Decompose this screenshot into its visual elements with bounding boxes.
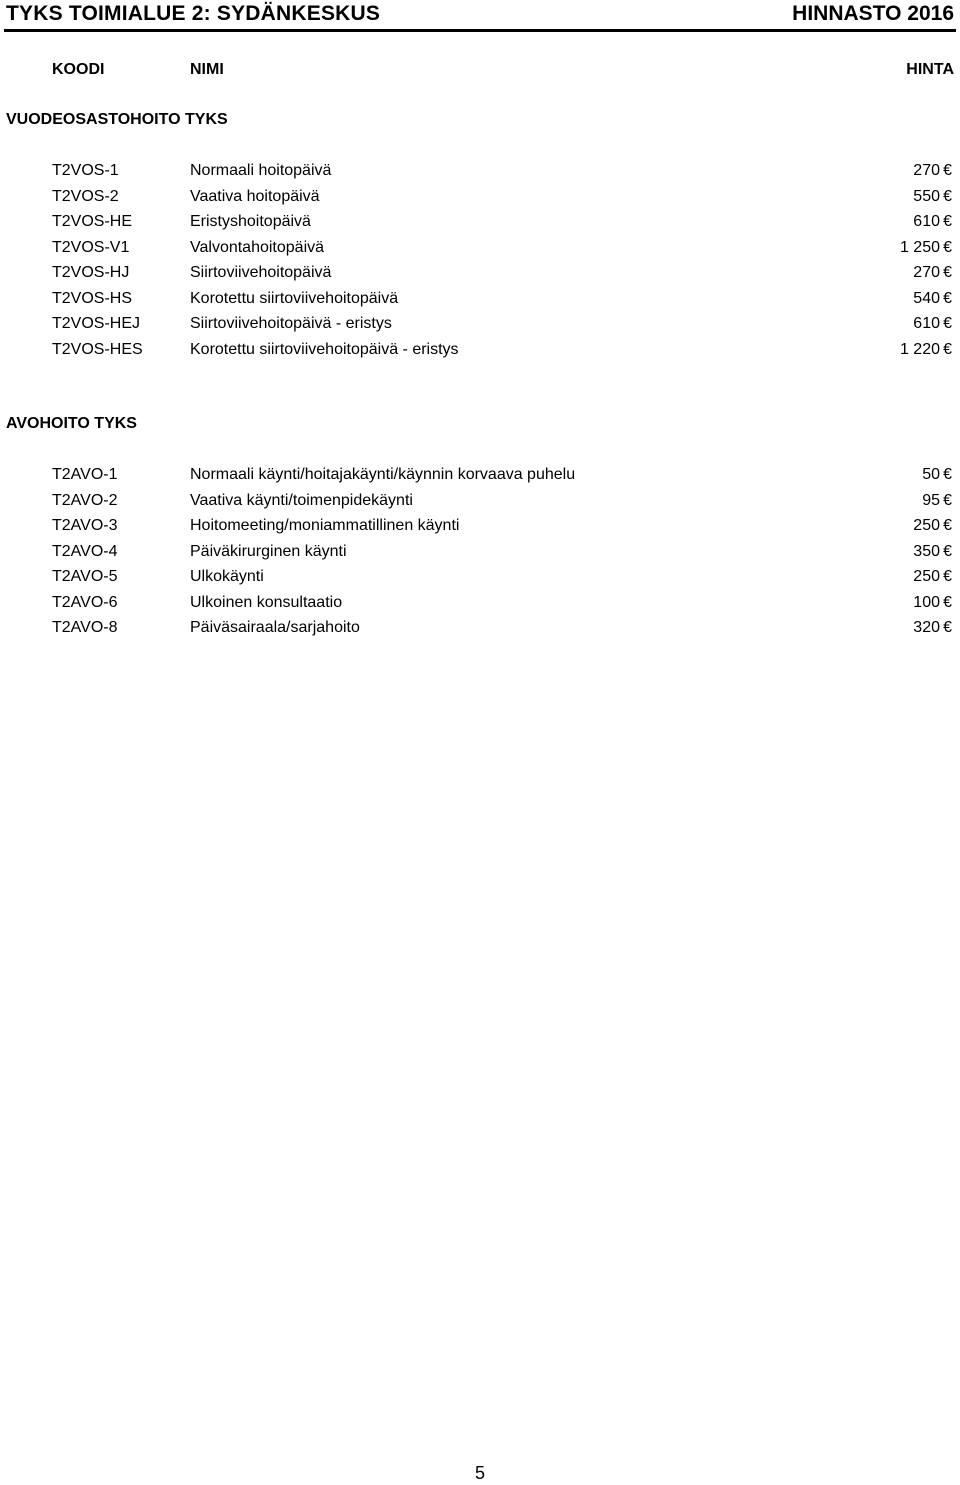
table-row <box>0 338 960 364</box>
price-table-vuodeosastohoito <box>0 159 960 363</box>
currency-symbol: € <box>943 315 952 332</box>
item-code: T2VOS-HES <box>52 340 143 358</box>
table-row <box>0 159 960 185</box>
item-code: T2VOS-2 <box>52 187 119 205</box>
currency-symbol: € <box>943 593 952 611</box>
item-code: T2VOS-HEJ <box>52 315 141 332</box>
currency-symbol: € <box>943 238 952 256</box>
item-code: T2AVO-2 <box>52 491 118 509</box>
currency-symbol: € <box>943 264 952 281</box>
item-code: T2VOS-HE <box>52 213 133 230</box>
item-name: Ulkoinen konsultaatio <box>190 593 343 611</box>
item-code: T2AVO-3 <box>52 517 118 534</box>
item-price: 550 <box>913 187 940 205</box>
item-price: 320 <box>913 619 940 636</box>
page-number: 5 <box>474 1463 485 1483</box>
price-table-avohoito <box>0 463 960 642</box>
currency-symbol: € <box>943 213 952 230</box>
item-price: 250 <box>913 568 940 585</box>
item-code: T2VOS-HS <box>52 289 133 307</box>
section-title-vuodeosastohoito: VUODEOSASTOHOITO TYKS <box>6 111 228 128</box>
item-name: Vaativa käynti/toimenpidekäynti <box>190 491 413 509</box>
column-header-name: NIMI <box>190 61 224 78</box>
item-code: T2AVO-5 <box>52 568 118 585</box>
item-price: 1 220 <box>899 340 940 358</box>
document-title: TYKS TOIMIALUE 2: SYDÄNKESKUS <box>6 2 381 25</box>
currency-symbol: € <box>943 619 952 636</box>
item-code: T2VOS-V1 <box>52 238 130 256</box>
currency-symbol: € <box>943 568 952 585</box>
item-price: 1 250 <box>899 238 940 256</box>
item-price: 250 <box>913 517 940 534</box>
item-price: 50 <box>922 466 940 483</box>
item-name: Korotettu siirtoviivehoitopäivä - eristys <box>190 340 459 358</box>
item-price: 610 <box>913 213 940 230</box>
item-name: Eristyshoitopäivä <box>190 213 311 230</box>
page-header <box>0 0 960 34</box>
item-price: 95 <box>922 491 940 509</box>
table-row <box>0 236 960 262</box>
item-name: Päiväkirurginen käynti <box>190 542 347 560</box>
item-name: Normaali hoitopäivä <box>190 162 332 179</box>
table-row <box>0 185 960 211</box>
column-header-code: KOODI <box>52 61 105 78</box>
section-title-avohoito: AVOHOITO TYKS <box>6 415 137 432</box>
item-price: 100 <box>913 593 940 611</box>
currency-symbol: € <box>943 517 952 534</box>
item-code: T2AVO-6 <box>52 593 118 611</box>
currency-symbol: € <box>943 289 952 307</box>
currency-symbol: € <box>943 340 952 358</box>
currency-symbol: € <box>943 162 952 179</box>
column-header-price: HINTA <box>906 61 954 78</box>
item-name: Vaativa hoitopäivä <box>190 187 320 205</box>
item-code: T2AVO-8 <box>52 619 118 636</box>
currency-symbol: € <box>943 466 952 483</box>
table-row <box>0 591 960 617</box>
table-row <box>0 463 960 489</box>
currency-symbol: € <box>943 542 952 560</box>
header-divider <box>4 29 956 32</box>
table-row <box>0 287 960 313</box>
table-row <box>0 210 960 236</box>
table-row <box>0 616 960 642</box>
item-price: 270 <box>913 264 940 281</box>
item-name: Ulkokäynti <box>190 568 264 585</box>
item-name: Siirtoviivehoitopäivä <box>190 264 332 281</box>
item-code: T2AVO-1 <box>52 466 118 483</box>
currency-symbol: € <box>943 187 952 205</box>
table-row <box>0 261 960 287</box>
currency-symbol: € <box>943 491 952 509</box>
item-name: Siirtoviivehoitopäivä - eristys <box>190 315 392 332</box>
table-row <box>0 565 960 591</box>
item-name: Normaali käynti/hoitajakäynti/käynnin korvaava puhelu <box>190 466 576 483</box>
table-row <box>0 489 960 515</box>
item-price: 350 <box>913 542 940 560</box>
item-name: Päiväsairaala/sarjahoito <box>190 619 360 636</box>
price-list-title: HINNASTO 2016 <box>792 2 954 25</box>
item-price: 540 <box>913 289 940 307</box>
item-name: Hoitomeeting/moniammatillinen käynti <box>190 517 460 534</box>
table-row <box>0 312 960 338</box>
table-row <box>0 514 960 540</box>
item-code: T2VOS-1 <box>52 162 119 179</box>
item-name: Korotettu siirtoviivehoitopäivä <box>190 289 399 307</box>
item-price: 610 <box>913 315 940 332</box>
item-price: 270 <box>913 162 940 179</box>
item-code: T2VOS-HJ <box>52 264 130 281</box>
item-name: Valvontahoitopäivä <box>190 238 325 256</box>
table-row <box>0 540 960 566</box>
item-code: T2AVO-4 <box>52 542 118 560</box>
